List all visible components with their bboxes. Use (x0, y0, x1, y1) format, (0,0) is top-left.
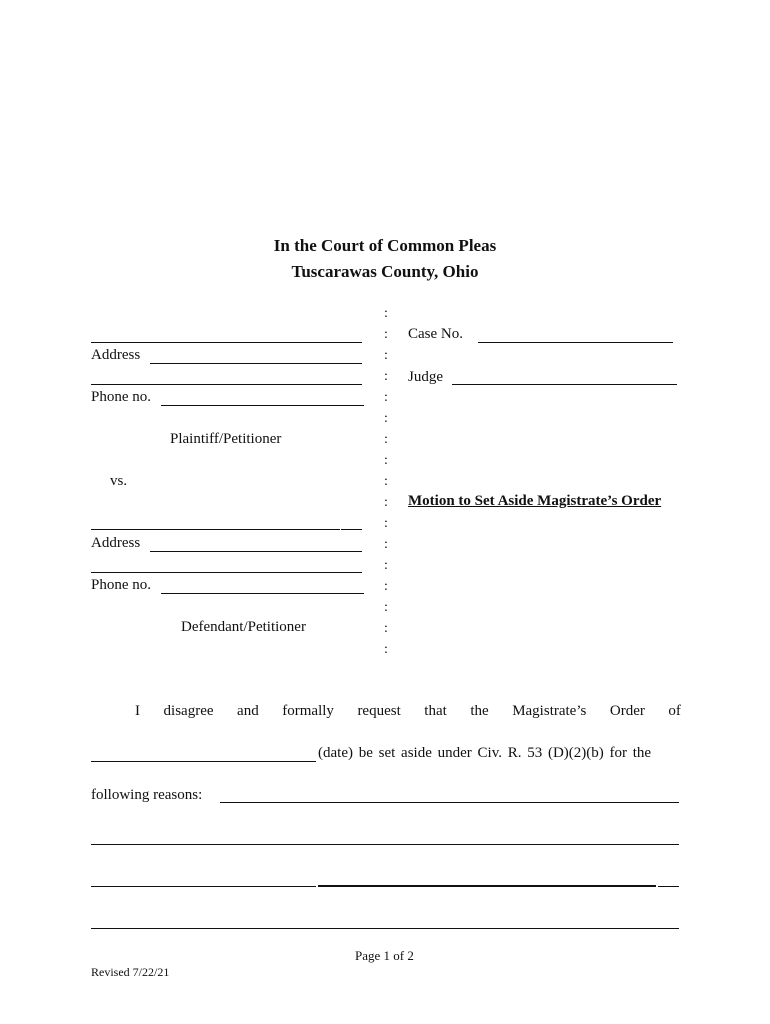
colon: : (384, 621, 388, 636)
case-no-field[interactable] (478, 342, 673, 343)
motion-sentence (135, 703, 681, 720)
reasons-field-line-3c[interactable] (658, 886, 679, 887)
versus-label: vs. (110, 473, 128, 489)
page-number: Page 1 of 2 (355, 948, 414, 963)
colon: : (384, 327, 388, 342)
colon: : (384, 369, 388, 384)
order-date-field[interactable] (91, 761, 316, 762)
defendant-phone-field[interactable] (161, 593, 364, 594)
colon: : (384, 432, 388, 447)
sentence-word: Order (609, 703, 645, 719)
reasons-field-line-2[interactable] (91, 844, 679, 845)
defendant-address-line2-field[interactable] (91, 572, 362, 573)
sentence-word: formally (282, 703, 334, 719)
sentence-word: request (357, 703, 401, 719)
defendant-role-label: Defendant/Petitioner (181, 619, 306, 635)
court-title: In the Court of Common Pleas (273, 236, 497, 255)
plaintiff-name-field[interactable] (91, 342, 362, 343)
judge-field[interactable] (452, 384, 677, 385)
colon: : (384, 537, 388, 552)
colon: : (384, 600, 388, 615)
reasons-field-line-3a[interactable] (91, 886, 316, 887)
plaintiff-address-line2-field[interactable] (91, 384, 362, 385)
sentence-word: I (135, 703, 140, 719)
reasons-label: following reasons: (91, 787, 203, 803)
defendant-name-field-tail[interactable] (341, 529, 362, 530)
sentence-word: of (668, 703, 681, 719)
plaintiff-phone-field[interactable] (161, 405, 364, 406)
colon: : (384, 558, 388, 573)
colon: : (384, 579, 388, 594)
plaintiff-address-field[interactable] (150, 363, 362, 364)
sentence-word: Magistrate’s (512, 703, 587, 719)
plaintiff-role-label: Plaintiff/Petitioner (170, 431, 282, 447)
revision-date: Revised 7/22/21 (91, 965, 170, 979)
colon: : (384, 495, 388, 510)
defendant-name-field[interactable] (91, 529, 340, 530)
defendant-address-label: Address (91, 535, 141, 551)
colon: : (384, 453, 388, 468)
colon: : (384, 348, 388, 363)
motion-sentence-continued: (date) be set aside under Civ. R. 53 (D)(2)(b) for the (318, 745, 652, 761)
defendant-phone-label: Phone no. (91, 577, 151, 593)
sentence-word: the (470, 703, 489, 719)
judge-label: Judge (408, 369, 443, 385)
colon: : (384, 306, 388, 321)
reasons-field-line-1[interactable] (220, 802, 679, 803)
reasons-field-line-3b[interactable] (318, 885, 656, 887)
sentence-word: that (424, 703, 447, 719)
colon: : (384, 390, 388, 405)
colon: : (384, 642, 388, 657)
motion-title: Motion to Set Aside Magistrate’s Order (408, 493, 662, 509)
case-no-label: Case No. (408, 326, 463, 342)
colon: : (384, 516, 388, 531)
plaintiff-address-label: Address (91, 347, 141, 363)
colon: : (384, 474, 388, 489)
sentence-word: disagree (163, 703, 214, 719)
county-title: Tuscarawas County, Ohio (291, 262, 479, 281)
defendant-address-field[interactable] (150, 551, 362, 552)
plaintiff-phone-label: Phone no. (91, 389, 151, 405)
reasons-field-line-4[interactable] (91, 928, 679, 929)
colon: : (384, 411, 388, 426)
sentence-word: and (237, 703, 259, 719)
